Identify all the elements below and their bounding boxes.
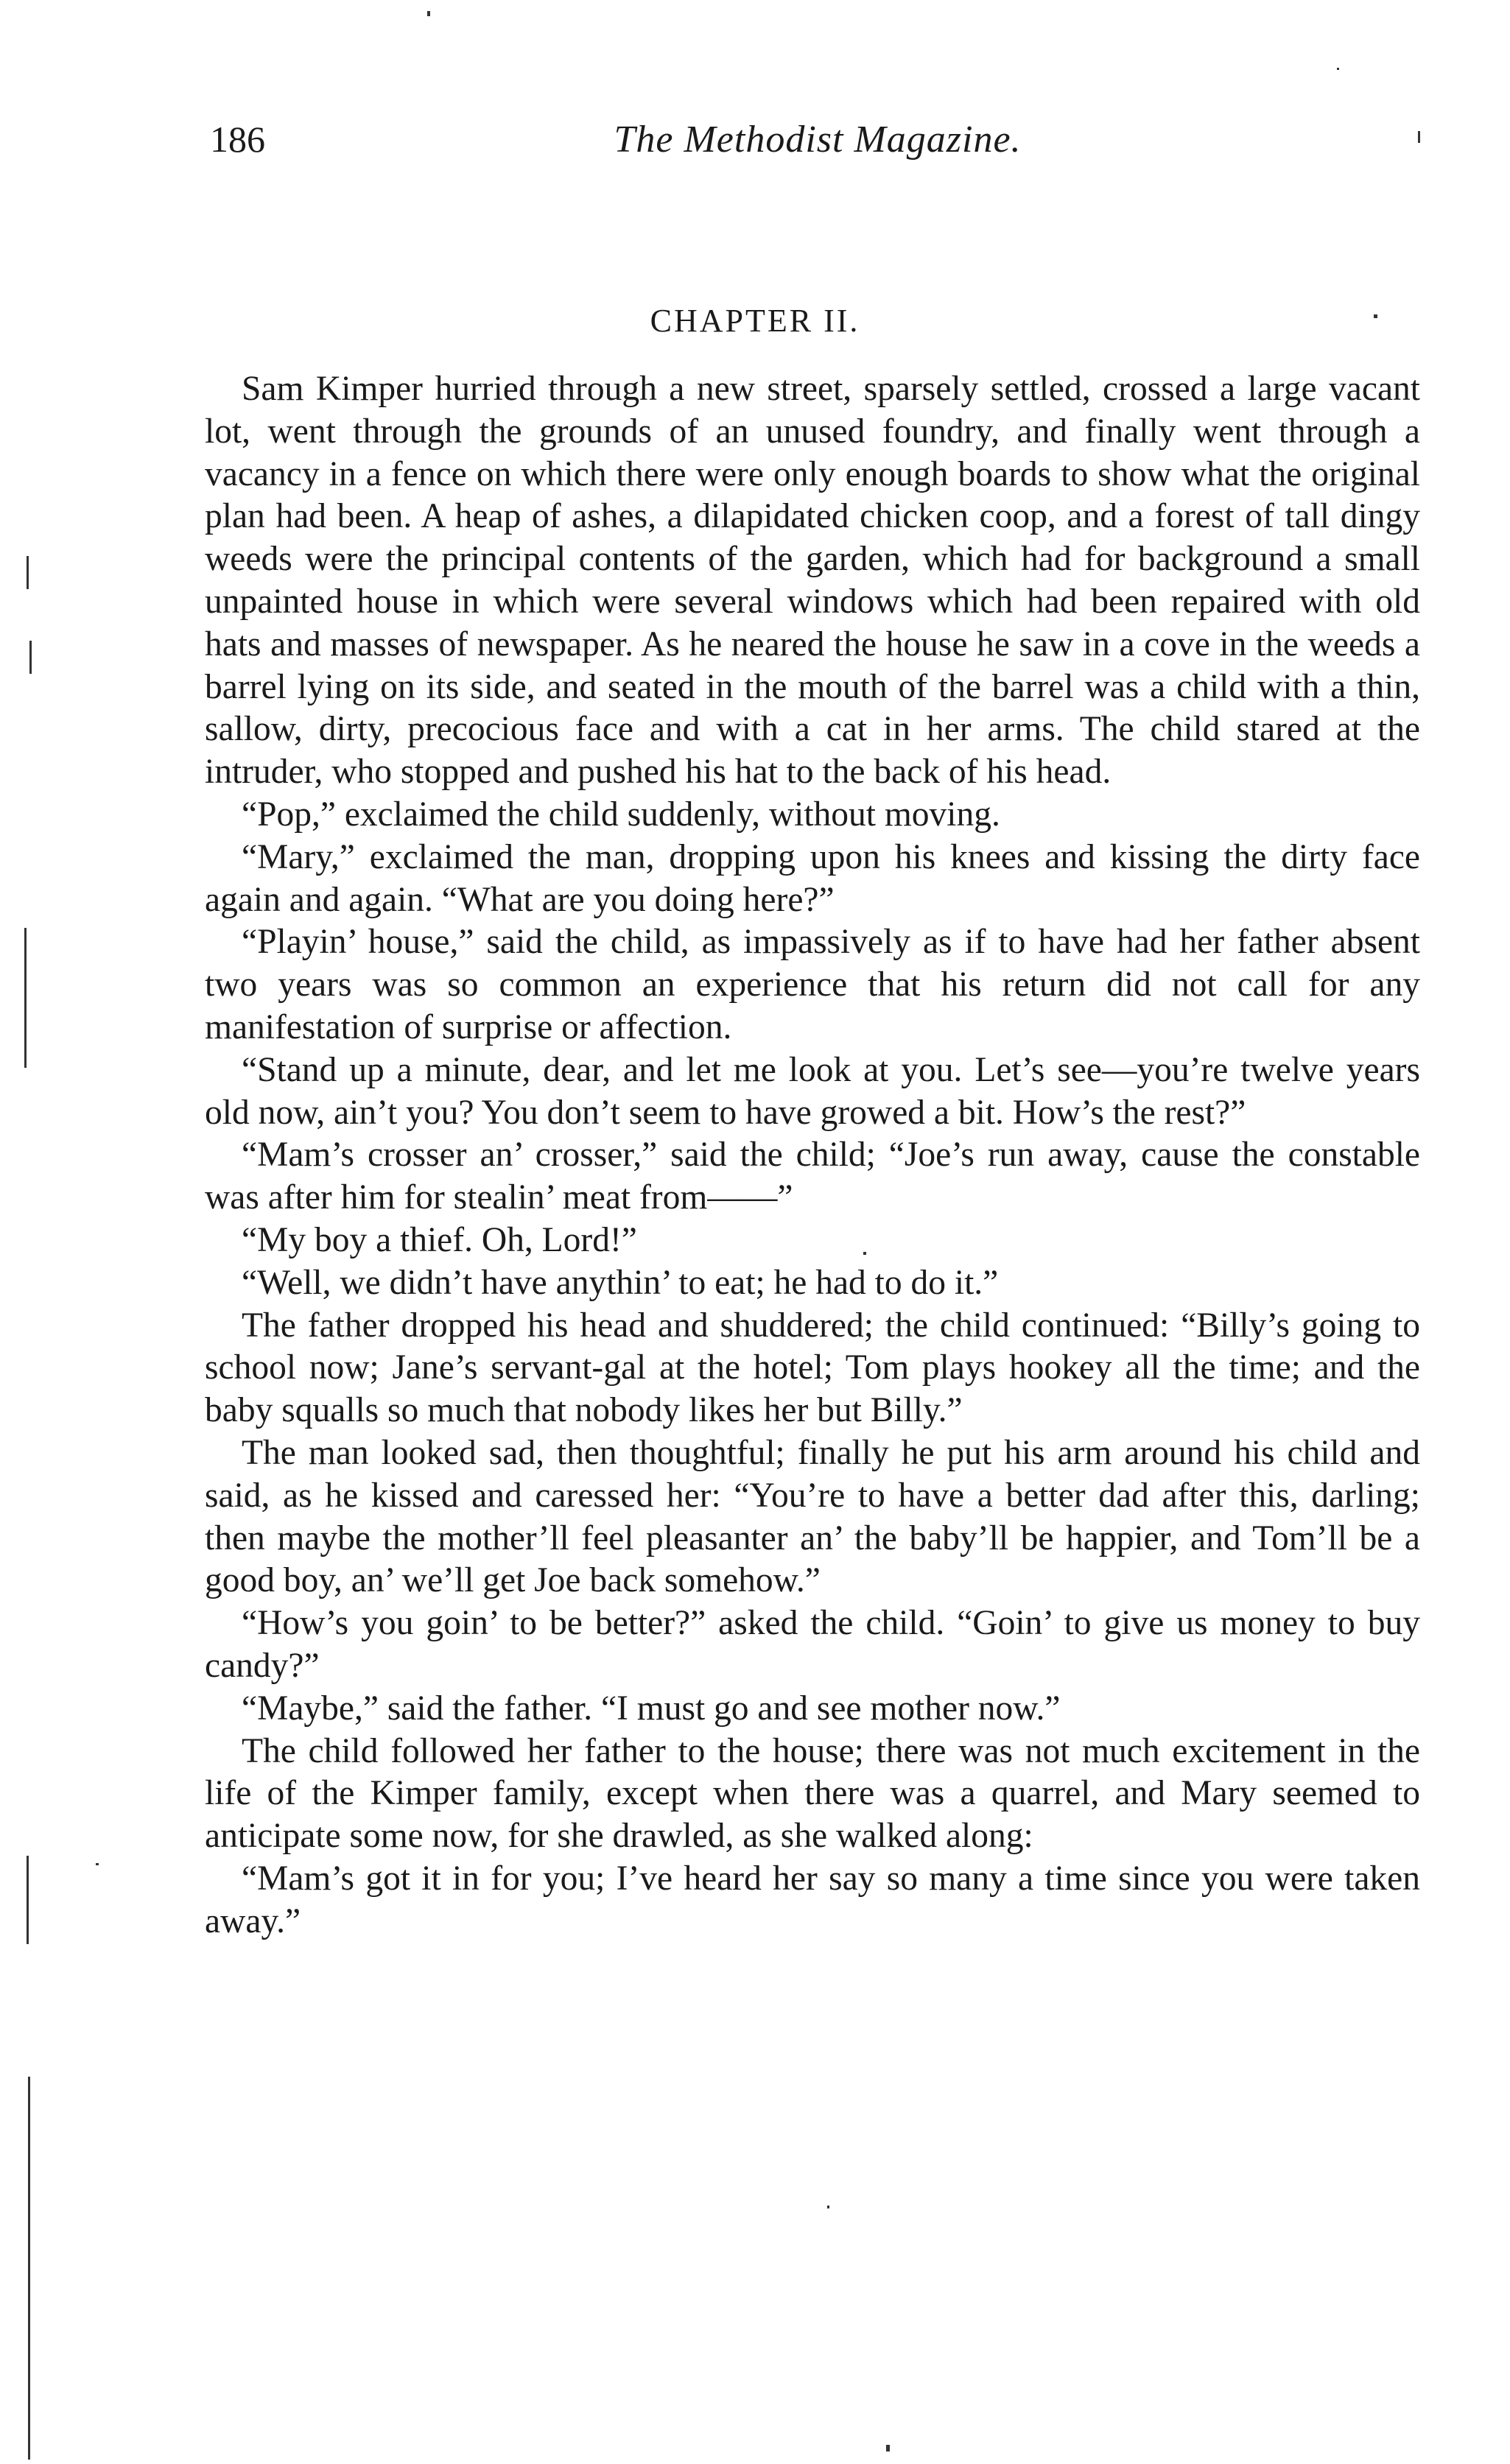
scan-speck (29, 641, 32, 674)
page-number: 186 (210, 119, 265, 160)
running-title: The Methodist Magazine. (614, 119, 1022, 161)
paragraph: The child followed her father to the house; there was not much excitement in the life of the Kimper family, except when there was a quarrel, and Mary seemed to anticipate some now, for she drawled, as she walked along: (205, 1731, 1420, 1856)
scan-speck (27, 1856, 29, 1944)
paragraph: “Well, we didn’t have anythin’ to eat; he had to do it.” (242, 1263, 999, 1302)
scan-speck (24, 928, 27, 1068)
paragraph: “Maybe,” said the father. “I must go and see mother now.” (242, 1689, 1061, 1728)
paragraph: “Mam’s got it in for you; I’ve heard her say so many a time since you were taken away.” (205, 1859, 1420, 1940)
page-header (210, 110, 1425, 177)
paragraph: “Pop,” exclaimed the child suddenly, without moving. (242, 795, 1000, 834)
paragraph: “Playin’ house,” said the child, as impassively as if to have had her father absent two years was so common an experience that his return did not call for any manifestation of surprise or affection. (205, 923, 1420, 1046)
scan-speck (863, 1252, 866, 1255)
paragraph: “Mary,” exclaimed the man, dropping upon his knees and kissing the dirty face again and again. “What are you doing here?” (205, 837, 1420, 919)
scan-speck (1418, 131, 1420, 143)
paragraph: The man looked sad, then thoughtful; finally he put his arm around his child and said, as he kissed and caressed her: “You’re to have a better dad after this, darling; then maybe the mother’ll feel pleasanter an’ the baby’ll be happier, and Tom’ll be a good boy, an’ we’ll get Joe back somehow.” (205, 1433, 1420, 1600)
scan-speck (96, 1863, 99, 1865)
scan-speck (27, 556, 29, 589)
scan-speck (1337, 68, 1339, 70)
scan-speck (827, 2206, 829, 2208)
scan-speck (427, 11, 430, 16)
paragraph: The father dropped his head and shuddered; the child continued: “Billy’s going to school now; Jane’s servant-gal at the hotel; Tom plays hookey all the time; and the baby squalls so much that nobody likes her but Billy.” (205, 1306, 1420, 1430)
scan-speck (1374, 314, 1377, 318)
paragraph: “Stand up a minute, dear, and let me look at you. Let’s see—you’re twelve years old now, ain’t you? You don’t seem to have growed a bit. How’s the rest?” (205, 1050, 1420, 1132)
paragraph: “Mam’s crosser an’ crosser,” said the child; “Joe’s run away, cause the constable was after him for stealin’ meat from——” (205, 1136, 1420, 1217)
paragraph: Sam Kimper hurried through a new street, sparsely settled, crossed a large vacant lot, went through the grounds of an unused foundry, and finally went through a vacancy in a fence on which there were only enough boards to show what the original plan had been. A heap of ashes, a dilapidated chicken coop, and a forest of tall dingy weeds were the principal contents of the garden, which had for background a small unpainted house in which were several windows which had been repaired with old hats and masses of newspaper. As he neared the house he saw in a cove in the weeds a barrel lying on its side, and seated in the mouth of the barrel was a child with a thin, sallow, dirty, precocious face and with a cat in her arms. The child stared at the intruder, who stopped and pushed his hat to the back of his head. (205, 370, 1420, 792)
scan-speck (886, 2445, 890, 2451)
chapter-heading: CHAPTER II. (650, 303, 860, 339)
paragraph: “How’s you goin’ to be better?” asked the child. “Goin’ to give us money to buy candy?” (205, 1604, 1420, 1685)
paragraph: “My boy a thief. Oh, Lord!” (242, 1220, 637, 1259)
scan-speck (28, 2077, 30, 2460)
chapter-body (205, 368, 1420, 1943)
